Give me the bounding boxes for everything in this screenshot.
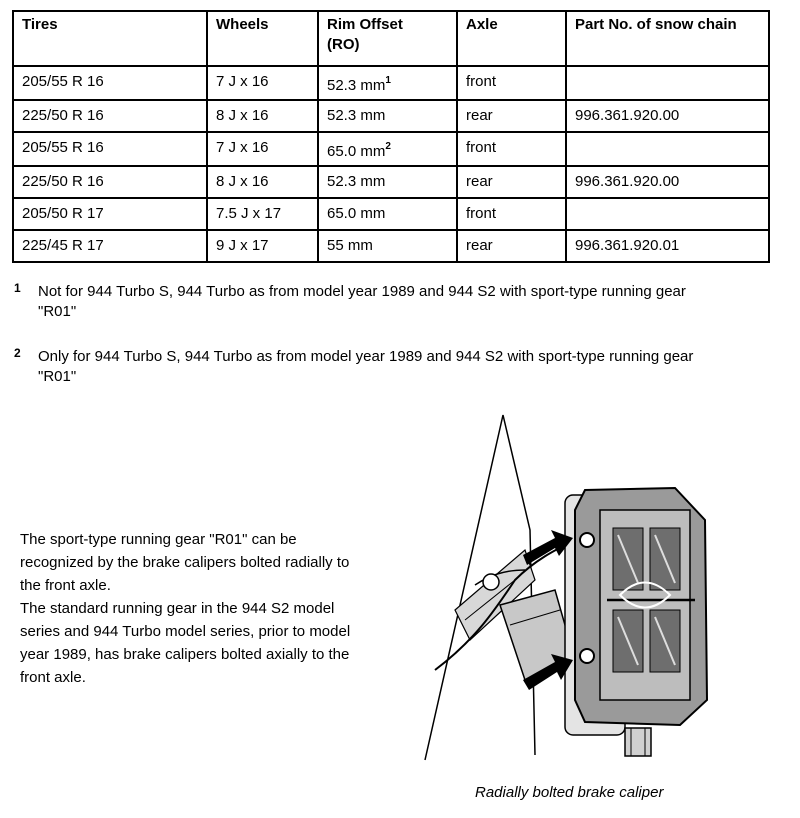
footnote-text: Only for 944 Turbo S, 944 Turbo as from model year 1989 and 944 S2 with sport-type running gear "R01" [38,348,694,385]
cell-axle: rear [457,230,566,262]
cell-rim-offset: 52.3 mm [318,166,457,198]
cell-axle: front [457,132,566,166]
footnote-mark: 1 [14,281,21,295]
cell-part-no: 996.361.920.00 [566,100,769,132]
table-row [13,132,769,166]
footnote-mark: 2 [14,346,21,360]
cell-tires: 205/55 R 16 [13,132,207,166]
cell-axle: front [457,198,566,230]
cell-wheels: 8 J x 16 [207,166,318,198]
cell-rim-offset: 52.3 $mm^1$ [318,66,457,100]
cell-axle: rear [457,100,566,132]
footnote-text: Not for 944 Turbo S, 944 Turbo as from model year 1989 and 944 S2 with sport-type running gear "R01" [38,283,686,320]
cell-part-no [566,132,769,166]
table-row [13,100,769,132]
cell-tires: 205/55 R 16 [13,66,207,100]
cell-axle: front [457,66,566,100]
running-gear-explanation [20,528,365,689]
explanation-paragraph: The standard running gear in the 944 S2 model series and 944 Turbo model series, prior to model year 1989, has brake calipers bolted axially to the front axle. [20,600,351,686]
header-tires: Tires [13,11,207,66]
header-wheels: Wheels [207,11,318,66]
table-row [13,66,769,100]
table-row [13,230,769,262]
header-rim-offset: Rim Offset (RO) [318,11,457,66]
header-axle: Axle [457,11,566,66]
cell-tires: 225/45 R 17 [13,230,207,262]
cell-tires: 225/50 R 16 [13,166,207,198]
footnote-ref: 2 [385,141,391,152]
brake-caliper-illustration [415,410,735,770]
header-part-no: Part No. of snow chain [566,11,769,66]
table-row [13,166,769,198]
table-row [13,198,769,230]
cell-axle: rear [457,166,566,198]
cell-tires: 205/50 R 17 [13,198,207,230]
cell-part-no: 996.361.920.00 [566,166,769,198]
cell-wheels: 7.5 J x 17 [207,198,318,230]
snow-chain-spec-table [12,10,770,263]
cell-tires: 225/50 R 16 [13,100,207,132]
cell-rim-offset: 55 mm [318,230,457,262]
cell-part-no [566,198,769,230]
cell-wheels: 8 J x 16 [207,100,318,132]
footnote-ref: 1 [385,75,391,86]
explanation-paragraph: The sport-type running gear "R01" can be recognized by the brake calipers bolted radially to the front axle. [20,531,350,594]
cell-rim-offset: 52.3 mm [318,100,457,132]
table-header-row [13,11,769,66]
figure-caption: Radially bolted brake caliper [475,784,664,801]
cell-rim-offset: 65.0 mm [318,198,457,230]
cell-part-no [566,66,769,100]
cell-wheels: 7 J x 16 [207,132,318,166]
cell-wheels: 9 J x 17 [207,230,318,262]
cell-part-no: 996.361.920.01 [566,230,769,262]
cell-wheels: 7 J x 16 [207,66,318,100]
cell-rim-offset: 65.0 $mm^2$ [318,132,457,166]
